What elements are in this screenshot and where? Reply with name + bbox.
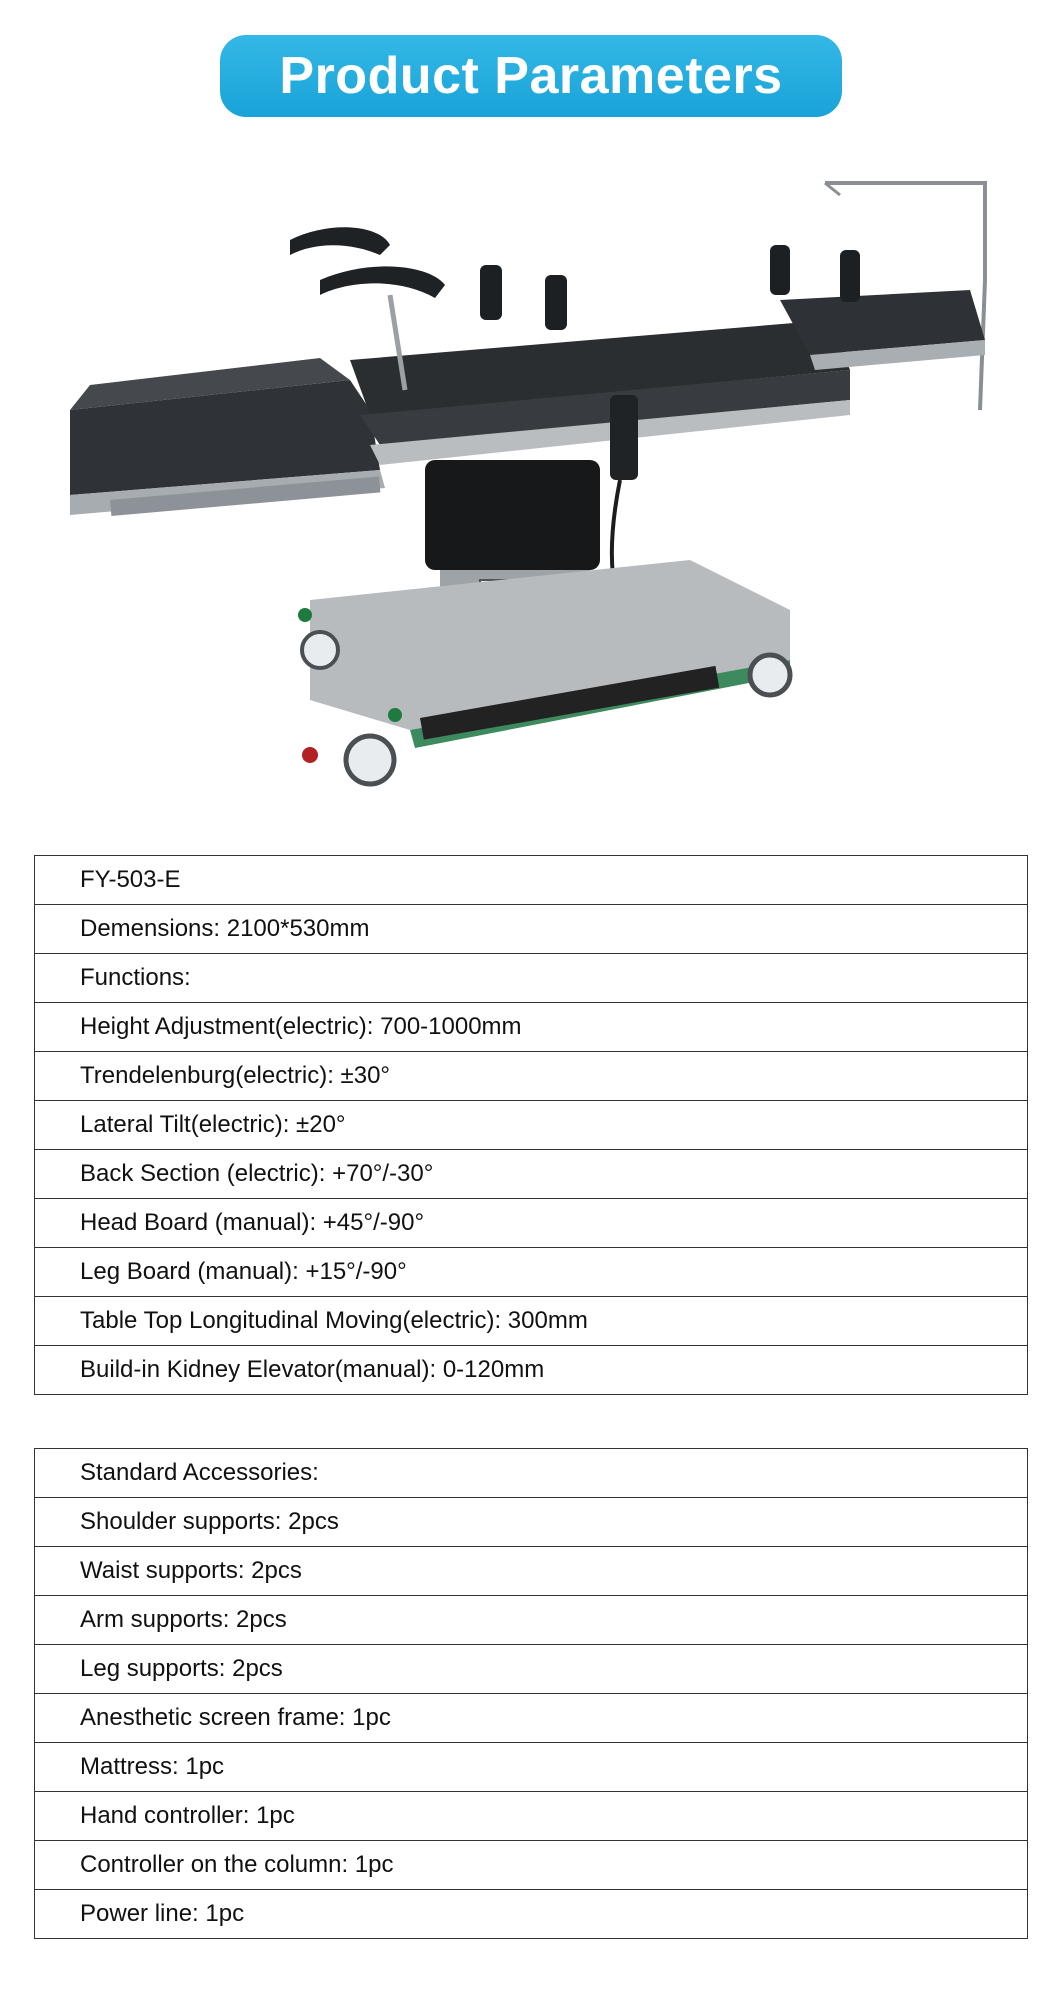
table-row bbox=[35, 1052, 1028, 1101]
table-row bbox=[35, 905, 1028, 954]
spec-head-board: Head Board (manual): +45°/-90° bbox=[35, 1199, 1028, 1248]
table-row bbox=[35, 1498, 1028, 1547]
accessories-table bbox=[34, 1448, 1028, 1939]
accessory-arm-supports: Arm supports: 2pcs bbox=[35, 1596, 1028, 1645]
table-row bbox=[35, 1003, 1028, 1052]
accessory-anesthetic-screen-frame: Anesthetic screen frame: 1pc bbox=[35, 1694, 1028, 1743]
accessory-power-line: Power line: 1pc bbox=[35, 1890, 1028, 1939]
spec-back-section: Back Section (electric): +70°/-30° bbox=[35, 1150, 1028, 1199]
table-row bbox=[35, 1449, 1028, 1498]
page-title-text: Product Parameters bbox=[279, 47, 783, 105]
spec-lateral-tilt: Lateral Tilt(electric): ±20° bbox=[35, 1101, 1028, 1150]
page-title bbox=[220, 35, 842, 117]
accessory-waist-supports: Waist supports: 2pcs bbox=[35, 1547, 1028, 1596]
table-row bbox=[35, 1890, 1028, 1939]
spec-height-adjustment: Height Adjustment(electric): 700-1000mm bbox=[35, 1003, 1028, 1052]
table-row bbox=[35, 1248, 1028, 1297]
table-row bbox=[35, 1645, 1028, 1694]
product-image bbox=[50, 170, 1010, 810]
table-row bbox=[35, 1101, 1028, 1150]
specifications-table bbox=[34, 855, 1028, 1395]
table-row bbox=[35, 1743, 1028, 1792]
accessory-column-controller: Controller on the column: 1pc bbox=[35, 1841, 1028, 1890]
spec-kidney-elevator: Build-in Kidney Elevator(manual): 0-120mm bbox=[35, 1346, 1028, 1395]
accessory-hand-controller: Hand controller: 1pc bbox=[35, 1792, 1028, 1841]
table-row bbox=[35, 1841, 1028, 1890]
spec-trendelenburg: Trendelenburg(electric): ±30° bbox=[35, 1052, 1028, 1101]
accessory-mattress: Mattress: 1pc bbox=[35, 1743, 1028, 1792]
table-row bbox=[35, 1297, 1028, 1346]
table-row bbox=[35, 1596, 1028, 1645]
spec-model: FY-503-E bbox=[35, 856, 1028, 905]
table-row bbox=[35, 1150, 1028, 1199]
table-row bbox=[35, 1547, 1028, 1596]
spec-leg-board: Leg Board (manual): +15°/-90° bbox=[35, 1248, 1028, 1297]
accessory-shoulder-supports: Shoulder supports: 2pcs bbox=[35, 1498, 1028, 1547]
accessories-heading: Standard Accessories: bbox=[35, 1449, 1028, 1498]
table-row bbox=[35, 1694, 1028, 1743]
table-row bbox=[35, 1792, 1028, 1841]
table-row bbox=[35, 856, 1028, 905]
table-row bbox=[35, 1199, 1028, 1248]
table-row bbox=[35, 954, 1028, 1003]
table-row bbox=[35, 1346, 1028, 1395]
spec-functions-heading: Functions: bbox=[35, 954, 1028, 1003]
spec-longitudinal-moving: Table Top Longitudinal Moving(electric): 300mm bbox=[35, 1297, 1028, 1346]
accessory-leg-supports: Leg supports: 2pcs bbox=[35, 1645, 1028, 1694]
spec-dimensions: Demensions: 2100*530mm bbox=[35, 905, 1028, 954]
